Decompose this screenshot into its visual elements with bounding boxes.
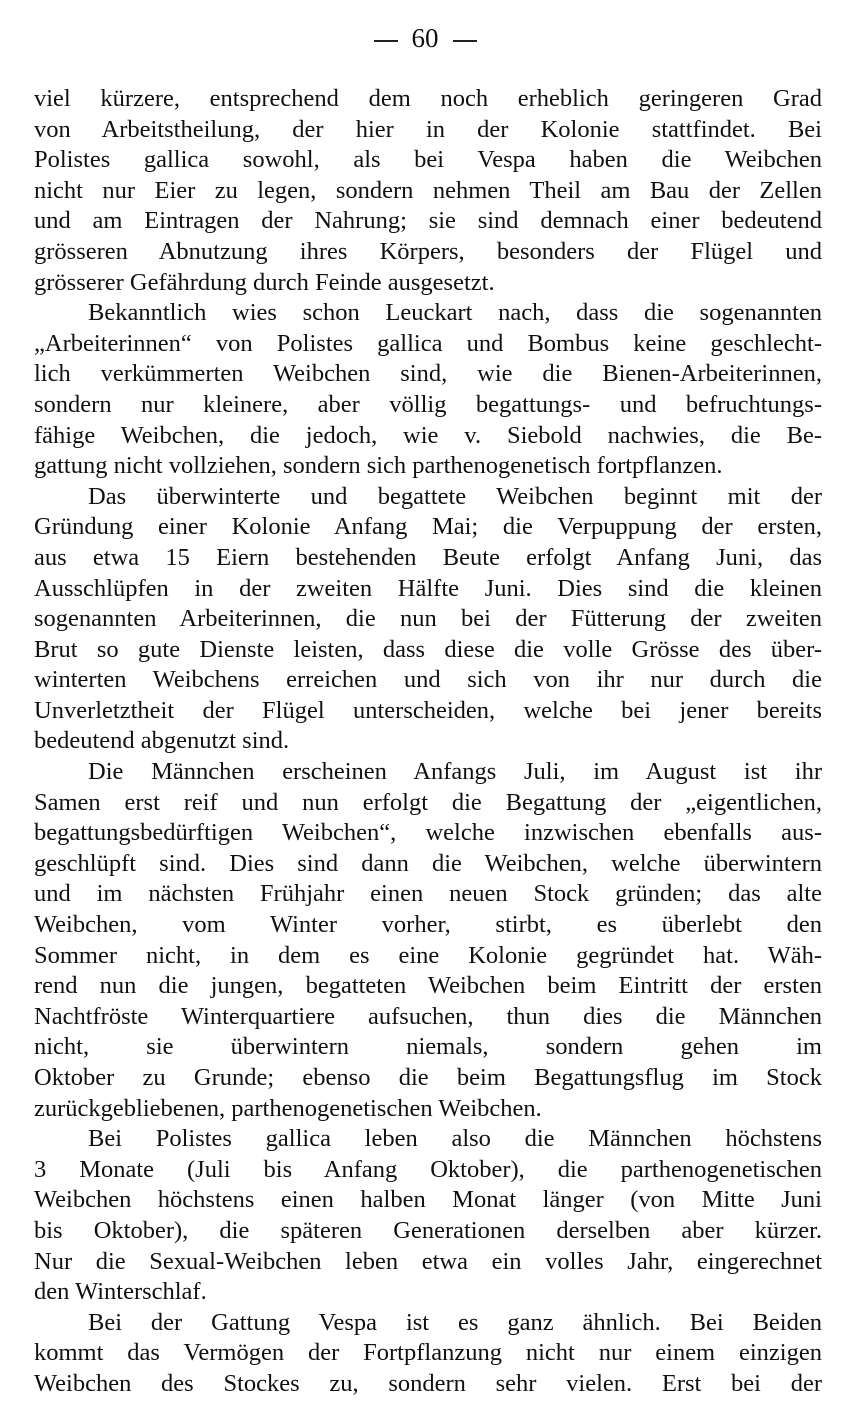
text-line: bedeutend abgenutzt sind. <box>34 727 290 755</box>
paragraph <box>34 1308 822 1400</box>
text-line: Polistes gallica sowohl, als bei Vespa haben die Weibchen <box>34 146 822 174</box>
text-line: von Arbeitstheilung, der hier in der Kolonie stattfindet. Bei <box>34 115 822 143</box>
text-line: grösserer Gefährdung durch Feinde ausgesetzt. <box>34 268 495 296</box>
text-line: geschlüpft sind. Dies sind dann die Weibchen, welche überwintern <box>34 849 822 877</box>
text-line: nicht nur Eier zu legen, sondern nehmen Theil am Bau der Zellen <box>34 176 822 204</box>
text-line: bis Oktober), die späteren Generationen derselben aber kürzer. <box>34 1216 822 1244</box>
text-line: Weibchen des Stockes zu, sondern sehr vielen. Erst bei der <box>34 1369 822 1397</box>
paragraph <box>34 757 822 1124</box>
text-line: lich verkümmerten Weibchen sind, wie die Bienen-Arbeiterinnen, <box>34 360 822 388</box>
text-line: Das überwinterte und begattete Weibchen beginnt mit der <box>88 482 822 510</box>
paragraph <box>34 1124 822 1308</box>
text-line: aus etwa 15 Eiern bestehenden Beute erfolgt Anfang Juni, das <box>34 543 822 571</box>
text-line: Die Männchen erscheinen Anfangs Juli, im August ist ihr <box>88 758 822 786</box>
text-line: winterten Weibchens erreichen und sich von ihr nur durch die <box>34 666 822 694</box>
page-number-header <box>0 22 850 54</box>
text-line: Unverletztheit der Flügel unterscheiden, welche bei jener bereits <box>34 696 822 724</box>
text-line: nicht, sie überwintern niemals, sondern gehen im <box>34 1033 822 1061</box>
text-line: Bei Polistes gallica leben also die Männchen höchstens <box>88 1125 822 1153</box>
text-line: Oktober zu Grunde; ebenso die beim Begattungsflug im Stock <box>34 1064 822 1091</box>
text-line: den Winterschlaf. <box>34 1278 207 1306</box>
text-line: Sommer nicht, in dem es eine Kolonie gegründet hat. Wäh- <box>34 941 822 969</box>
text-line: Ausschlüpfen in der zweiten Hälfte Juni. Dies sind die kleinen <box>34 574 822 602</box>
text-line: begattungsbedürftigen Weibchen“, welche inzwischen ebenfalls aus- <box>34 819 822 847</box>
text-line: Weibchen höchstens einen halben Monat länger (von Mitte Juni <box>34 1186 822 1214</box>
text-line: rend nun die jungen, begatteten Weibchen beim Eintritt der ersten <box>34 972 822 1000</box>
text-line: grösseren Abnutzung ihres Körpers, besonders der Flügel und <box>34 237 822 265</box>
text-line: sogenannten Arbeiterinnen, die nun bei der Fütterung der zweiten <box>34 605 822 633</box>
text-line: und am Eintragen der Nahrung; sie sind demnach einer bedeutend <box>34 207 822 235</box>
paragraph <box>34 482 822 757</box>
text-line: viel kürzere, entsprechend dem noch erheblich geringeren Grad <box>34 85 822 112</box>
text-line: Weibchen, vom Winter vorher, stirbt, es überlebt den <box>34 911 822 939</box>
text-line: fähige Weibchen, die jedoch, wie v. Siebold nachwies, die Be- <box>34 421 822 449</box>
left-dash <box>374 40 398 42</box>
text-line: Nachtfröste Winterquartiere aufsuchen, thun dies die Männchen <box>34 1002 822 1030</box>
text-line: kommt das Vermögen der Fortpflanzung nicht nur einem einzigen <box>34 1339 822 1367</box>
text-line: „Arbeiterinnen“ von Polistes gallica und Bombus keine geschlecht- <box>34 329 822 357</box>
text-line: gattung nicht vollziehen, sondern sich parthenogenetisch fortpflanzen. <box>34 452 723 480</box>
text-line: zurückgebliebenen, parthenogenetischen Weibchen. <box>34 1094 542 1122</box>
page-number: 60 <box>411 23 439 53</box>
body-text <box>34 84 822 1400</box>
text-line: sondern nur kleinere, aber völlig begattungs- und befruchtungs- <box>34 390 822 418</box>
paragraph <box>34 84 822 298</box>
text-line: und im nächsten Frühjahr einen neuen Stock gründen; das alte <box>34 880 822 908</box>
right-dash <box>453 40 477 42</box>
text-line: Gründung einer Kolonie Anfang Mai; die Verpuppung der ersten, <box>34 513 822 541</box>
text-line: Nur die Sexual-Weibchen leben etwa ein volles Jahr, eingerechnet <box>34 1247 822 1275</box>
text-line: Brut so gute Dienste leisten, dass diese die volle Grösse des über- <box>34 635 822 663</box>
text-line: 3 Monate (Juli bis Anfang Oktober), die parthenogenetischen <box>34 1155 822 1183</box>
text-line: Bekanntlich wies schon Leuckart nach, dass die sogenannten <box>88 299 822 327</box>
text-line: Samen erst reif und nun erfolgt die Begattung der „eigentlichen, <box>34 788 822 816</box>
paragraph <box>34 298 822 482</box>
text-line: Bei der Gattung Vespa ist es ganz ähnlich. Bei Beiden <box>88 1308 822 1336</box>
